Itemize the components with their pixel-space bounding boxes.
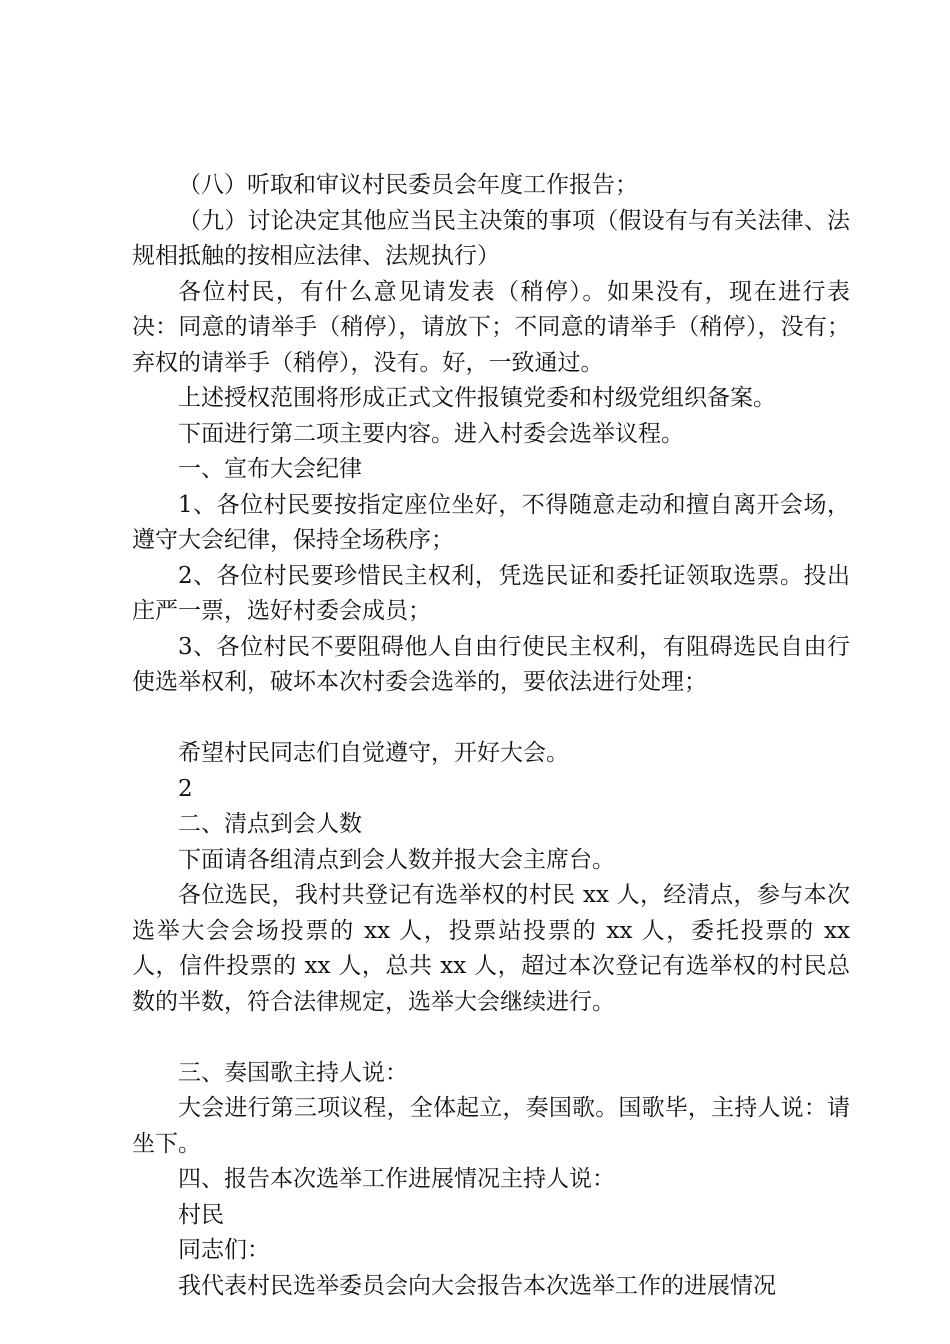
paragraph-report-intro: 我代表村民选举委员会向大会报告本次选举工作的进展情况 [178,1272,776,1299]
rule-2: 2、各位村民要珍惜民主权利，凭选民证和委托证领取选票。投出庄严一票，选好村委会成员； [132,562,850,624]
paragraph-anthem: 大会进行第三项议程，全体起立，奏国歌。国歌毕，主持人说：请坐下。 [132,1095,850,1157]
section-heading-progress-report: 四、报告本次选举工作进展情况主持人说： [178,1166,615,1192]
paragraph-second-item: 下面进行第二项主要内容。进入村委会选举议程。 [178,420,684,447]
paragraph-hope: 希望村民同志们自觉遵守，开好大会。 [178,740,569,766]
section-heading-anthem: 三、奏国歌主持人说： [178,1059,408,1086]
paragraph-headcount-request: 下面请各组清点到会人数并报大会主席台。 [178,846,615,873]
paragraph-salutation-2: 同志们： [178,1237,270,1263]
paragraph-headcount-report: 各位选民，我村共登记有选举权的村民 xx 人，经清点，参与本次选举大会会场投票的 xx 人，投票站投票的 xx 人，委托投票的 xx 人，信件投票的 xx 人，总共 xx 人，超过本次登记有选举权的村民总数的半数，符合法律规定，选举大会继续进行。 [132,882,850,1015]
document-page [132,168,850,1304]
paragraph-item-8: （八）听取和审议村民委员会年度工作报告； [178,172,638,198]
page-number: 2 [178,775,193,802]
section-heading-headcount: 二、清点到会人数 [178,811,362,837]
rule-1: 1、各位村民要按指定座位坐好，不得随意走动和擅自离开会场，遵守大会纪律，保持全场秩序； [132,491,850,553]
paragraph-vote: 各位村民，有什么意见请发表（稍停）。如果没有，现在进行表决：同意的请举手（稍停），请放下；不同意的请举手（稍停），没有；弃权的请举手（稍停），没有。好，一致通过。 [132,278,850,376]
rule-3: 3、各位村民不要阻碍他人自由行使民主权利，有阻碍选民自由行使选举权利，破坏本次村委会选举的，要依法进行处理； [132,633,850,695]
paragraph-item-9: （九）讨论决定其他应当民主决策的事项（假设有与有关法律、法规相抵触的按相应法律、法规执行） [132,207,850,269]
blank-line [132,701,850,737]
paragraph-filing: 上述授权范围将形成正式文件报镇党委和村级党组织备案。 [178,385,776,411]
section-heading-discipline: 一、宣布大会纪律 [178,456,362,482]
paragraph-salutation-1: 村民 [178,1201,224,1228]
blank-line [132,1020,850,1056]
